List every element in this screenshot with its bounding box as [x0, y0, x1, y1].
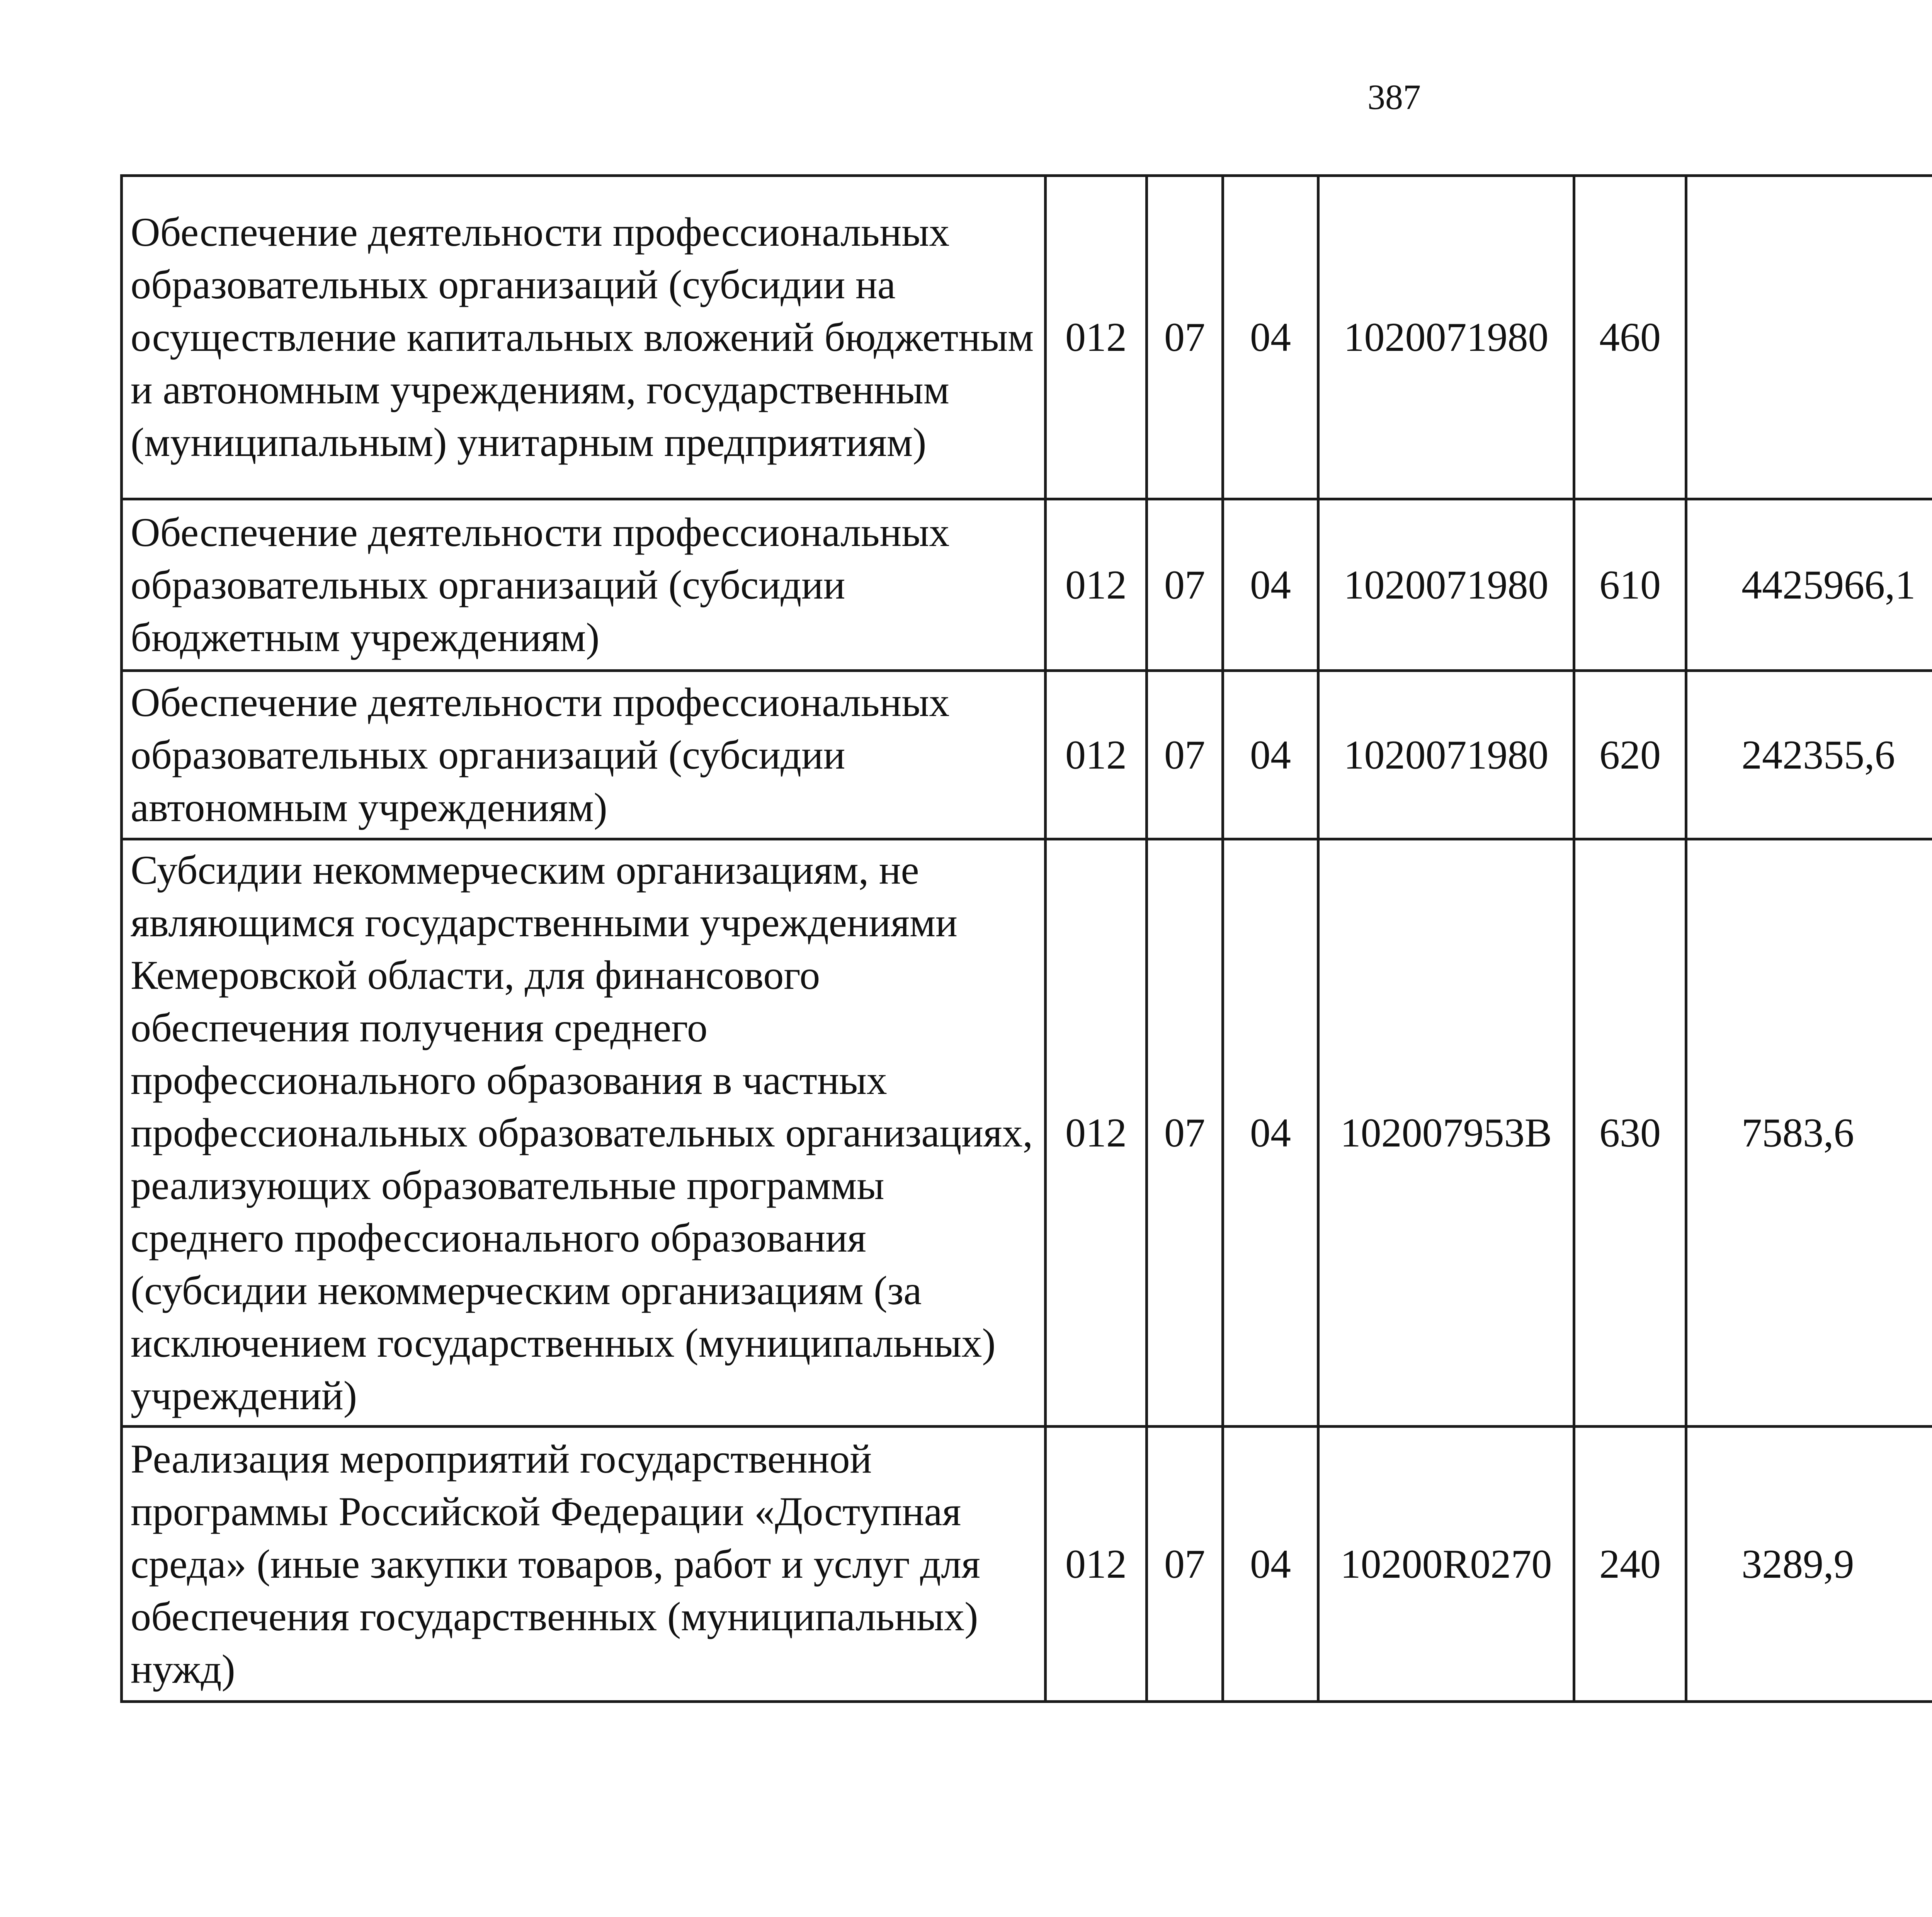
section-code: 07	[1147, 1427, 1223, 1702]
row-description: Субсидии некоммерческим организациям, не являющимся государственными учреждениями Кемеровской области, для финансового обеспечения получения среднего профессионального образования в частных профессиональных образовательных организациях, реализующих образовательные программы среднего профессионального образования (субсидии некоммерческим организациям (за исключением государственных (муниципальных) учреждений)	[122, 839, 1046, 1427]
amount-year-1: 242355,6	[1686, 671, 1932, 839]
expense-type-code: 630	[1574, 839, 1686, 1427]
table-row	[122, 839, 1932, 1427]
row-description: Обеспечение деятельности профессиональных образовательных организаций (субсидии бюджетным учреждениям)	[122, 499, 1046, 671]
target-item-code: 1020071980	[1318, 176, 1574, 499]
section-code: 07	[1147, 839, 1223, 1427]
ministry-code: 012	[1046, 671, 1147, 839]
page-number: 387	[1367, 77, 1421, 117]
section-code: 07	[1147, 671, 1223, 839]
section-code: 07	[1147, 176, 1223, 499]
row-description: Обеспечение деятельности профессиональных образовательных организаций (субсидии автономным учреждениям)	[122, 671, 1046, 839]
ministry-code: 012	[1046, 499, 1147, 671]
budget-table	[120, 174, 1932, 1703]
subsection-code: 04	[1223, 671, 1318, 839]
amount-year-1	[1686, 176, 1932, 499]
row-description: Реализация мероприятий государственной программы Российской Федерации «Доступная среда» (иные закупки товаров, работ и услуг для обеспечения государственных (муниципальных) нужд)	[122, 1427, 1046, 1702]
subsection-code: 04	[1223, 839, 1318, 1427]
ministry-code: 012	[1046, 176, 1147, 499]
amount-year-1: 4425966,1	[1686, 499, 1932, 671]
ministry-code: 012	[1046, 839, 1147, 1427]
ministry-code: 012	[1046, 1427, 1147, 1702]
target-item-code: 1020071980	[1318, 671, 1574, 839]
table-row	[122, 176, 1932, 499]
expense-type-code: 620	[1574, 671, 1686, 839]
target-item-code: 1020071980	[1318, 499, 1574, 671]
amount-year-1: 3289,9	[1686, 1427, 1932, 1702]
target-item-code: 10200R0270	[1318, 1427, 1574, 1702]
expense-type-code: 460	[1574, 176, 1686, 499]
target-item-code: 102007953В	[1318, 839, 1574, 1427]
table-row	[122, 1427, 1932, 1702]
amount-year-1: 7583,6	[1686, 839, 1932, 1427]
table-row	[122, 671, 1932, 839]
expense-type-code: 240	[1574, 1427, 1686, 1702]
table-row	[122, 499, 1932, 671]
section-code: 07	[1147, 499, 1223, 671]
subsection-code: 04	[1223, 176, 1318, 499]
subsection-code: 04	[1223, 499, 1318, 671]
subsection-code: 04	[1223, 1427, 1318, 1702]
row-description: Обеспечение деятельности профессиональных образовательных организаций (субсидии на осуществление капитальных вложений бюджетным и автономным учреждениям, государственным (муниципальным) унитарным предприятиям)	[122, 176, 1046, 499]
expense-type-code: 610	[1574, 499, 1686, 671]
